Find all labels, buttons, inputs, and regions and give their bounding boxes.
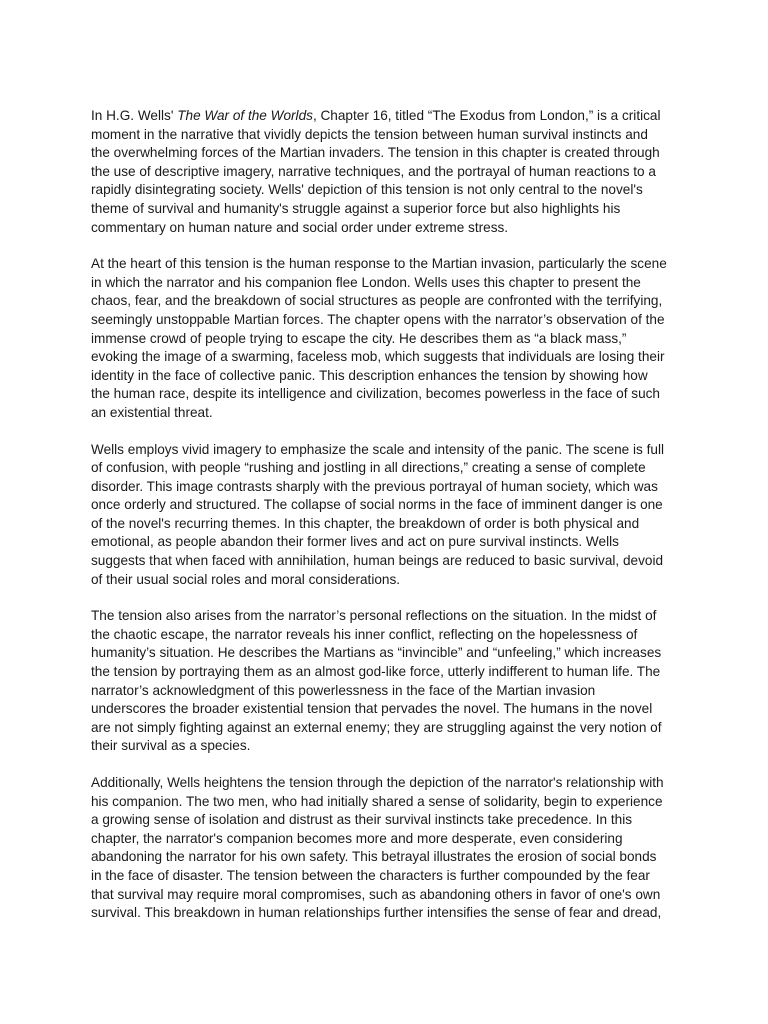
paragraph-4: The tension also arises from the narrator’s personal reflections on the situation. In the midst of the chaotic escape, the narrator reveals his inner conflict, reflecting on the hopelessness of humanity’s situation. He describes the Martians as “invincible” and “unfeeling,” which increases the tension by portraying them as an almost god-like force, utterly indifferent to human life. The narrator’s acknowledgment of this powerlessness in the face of the Martian invasion underscores the broader existential tension that pervades the novel. The humans in the novel are not simply fighting against an external enemy; they are struggling against the very notion of their survival as a species. <box>91 608 662 754</box>
paragraph-1-text: , Chapter 16, titled “The Exodus from London,” is a critical moment in the narrative that vividly depicts the tension between human survival instincts and the overwhelming forces of the Martian invaders. The tension in this chapter is created through the use of descriptive imagery, narrative techniques, and the portrayal of human reactions to a rapidly disintegrating society. Wells' depiction of this tension is not only central to the novel's theme of survival and humanity's struggle against a superior force but also highlights his commentary on human nature and social order under extreme stress. <box>91 108 661 235</box>
paragraph-3: Wells employs vivid imagery to emphasize the scale and intensity of the panic. The scene is full of confusion, with people “rushing and jostling in all directions,” creating a sense of complete disorder. This image contrasts sharply with the previous portrayal of human society, which was once orderly and structured. The collapse of social norms in the face of imminent danger is one of the novel's recurring themes. In this chapter, the breakdown of order is both physical and emotional, as people abandon their former lives and act on pure survival instincts. Wells suggests that when faced with annihilation, human beings are reduced to basic survival, devoid of their usual social roles and moral considerations. <box>91 441 664 587</box>
paragraph-1-prefix: In H.G. Wells' <box>91 108 178 123</box>
document-page <box>91 107 685 941</box>
paragraph-5: Additionally, Wells heightens the tension through the depiction of the narrator's relationship with his companion. The two men, who had initially shared a sense of solidarity, begin to experience a growing sense of isolation and distrust as their survival instincts take precedence. In this chapter, the narrator's companion becomes more and more desperate, even considering abandoning the narrator for his own safety. This betrayal illustrates the erosion of social bonds in the face of disaster. The tension between the characters is further compounded by the fear that survival may require moral compromises, such as abandoning others in favor of one's own survival. This breakdown in human relationships further intensifies the sense of fear and dread, <box>91 775 664 921</box>
paragraph-1 <box>91 107 685 237</box>
paragraph-2: At the heart of this tension is the human response to the Martian invasion, particularly the scene in which the narrator and his companion flee London. Wells uses this chapter to present the chaos, fear, and the breakdown of social structures as people are confronted with the terrifying, seemingly unstoppable Martian forces. The chapter opens with the narrator’s observation of the immense crowd of people trying to escape the city. He describes them as “a black mass,” evoking the image of a swarming, faceless mob, which suggests that individuals are losing their identity in the face of collective panic. This description enhances the tension by showing how the human race, despite its intelligence and civilization, becomes powerless in the face of such an existential threat. <box>91 256 667 420</box>
book-title: The War of the Worlds <box>177 108 313 123</box>
